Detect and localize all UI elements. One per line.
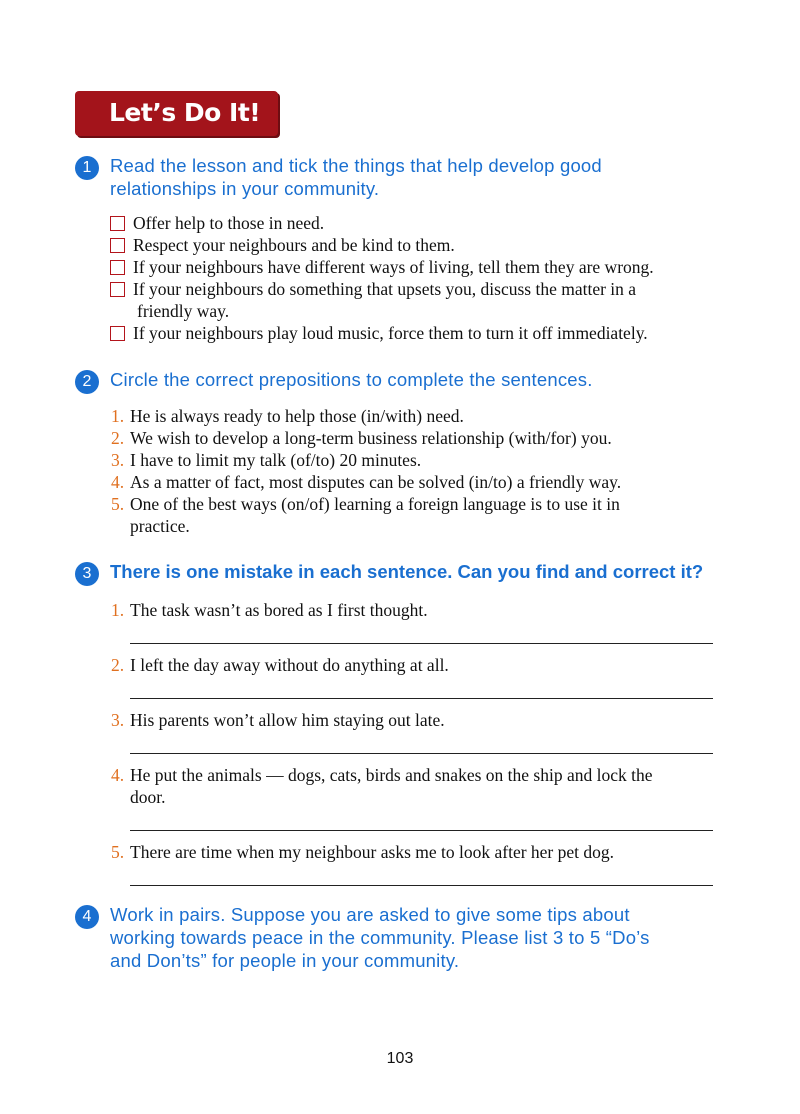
exercise-4-instruction (110, 903, 735, 972)
checklist-item-text-continued: friendly way. (137, 301, 230, 321)
checkbox[interactable] (110, 282, 125, 297)
list-item (108, 493, 735, 537)
sentence-text-continued: practice. (130, 516, 190, 536)
section-banner (75, 91, 278, 136)
list-item (108, 764, 735, 831)
exercise-4 (75, 903, 735, 972)
checklist-item[interactable] (108, 212, 735, 234)
answer-line[interactable] (130, 867, 713, 886)
list-item (108, 709, 735, 754)
checkbox[interactable] (110, 326, 125, 341)
answer-line[interactable] (130, 680, 713, 699)
sentence-text: There are time when my neighbour asks me to look after her pet dog. (130, 842, 615, 862)
checkbox[interactable] (110, 216, 125, 231)
list-item (108, 599, 735, 644)
item-number: 2. (111, 428, 125, 448)
list-item (108, 654, 735, 699)
checklist-item[interactable] (108, 234, 735, 256)
exercise-number-badge: 4 (75, 905, 99, 929)
item-number: 5. (111, 842, 125, 862)
exercise-1-instruction (110, 154, 735, 200)
sentence-text: One of the best ways (on/of) learning a foreign language is to use it in (130, 494, 620, 514)
exercise-4-heading (75, 903, 735, 972)
exercise-2-heading (75, 368, 735, 391)
instruction-line: Work in pairs. Suppose you are asked to give some tips about (110, 904, 630, 925)
item-number: 3. (111, 450, 125, 470)
exercise-1 (75, 154, 735, 344)
list-item (108, 449, 735, 471)
instruction-line: and Don’ts” for people in your community. (110, 950, 460, 971)
list-item (108, 471, 735, 493)
checklist-item-text: If your neighbours play loud music, force them to turn it off immediately. (133, 323, 648, 343)
exercise-number-badge: 3 (75, 562, 99, 586)
sentence-text: The task wasn’t as bored as I first thought. (130, 600, 428, 620)
page-number: 103 (386, 1050, 414, 1067)
exercise-2-instruction: Circle the correct prepositions to complete the sentences. (110, 369, 593, 390)
sentence-text: His parents won’t allow him staying out late. (130, 710, 445, 730)
sentence-text: I have to limit my talk (of/to) 20 minutes. (130, 450, 422, 470)
item-number: 1. (111, 406, 125, 426)
exercise-3 (75, 560, 735, 896)
checklist-item-text: Offer help to those in need. (133, 213, 325, 233)
sentence-text: I left the day away without do anything at all. (130, 655, 449, 675)
checklist (108, 212, 735, 344)
sentence-list (108, 405, 735, 537)
checklist-item[interactable] (108, 256, 735, 278)
exercise-2 (75, 368, 735, 537)
instruction-line: Read the lesson and tick the things that help develop good (110, 155, 602, 176)
sentence-text: We wish to develop a long-term business relationship (with/for) you. (130, 428, 612, 448)
exercise-3-heading (75, 560, 735, 583)
item-number: 4. (111, 472, 125, 492)
answer-line[interactable] (130, 812, 713, 831)
item-number: 5. (111, 494, 125, 514)
item-number: 3. (111, 710, 125, 730)
checklist-item[interactable] (108, 278, 735, 322)
list-item (108, 841, 735, 886)
item-number: 4. (111, 765, 125, 785)
checklist-item-text: Respect your neighbours and be kind to them. (133, 235, 455, 255)
checkbox[interactable] (110, 238, 125, 253)
answer-line[interactable] (130, 625, 713, 644)
exercise-1-heading (75, 154, 735, 200)
exercise-number-badge: 2 (75, 370, 99, 394)
list-item (108, 405, 735, 427)
sentence-text: As a matter of fact, most disputes can be solved (in/to) a friendly way. (130, 472, 622, 492)
sentence-text-continued: door. (130, 787, 166, 807)
instruction-line: working towards peace in the community. Please list 3 to 5 “Do’s (110, 927, 650, 948)
sentence-text: He put the animals — dogs, cats, birds and snakes on the ship and lock the (130, 765, 653, 785)
checklist-item-text: If your neighbours do something that upsets you, discuss the matter in a (133, 279, 637, 299)
checkbox[interactable] (110, 260, 125, 275)
list-item (108, 427, 735, 449)
correction-list (108, 599, 735, 886)
exercise-3-instruction: There is one mistake in each sentence. Can you find and correct it? (110, 561, 704, 582)
answer-line[interactable] (130, 735, 713, 754)
exercise-number-badge: 1 (75, 156, 99, 180)
instruction-line: relationships in your community. (110, 178, 380, 199)
item-number: 2. (111, 655, 125, 675)
checklist-item[interactable] (108, 322, 735, 344)
item-number: 1. (111, 600, 125, 620)
sentence-text: He is always ready to help those (in/with) need. (130, 406, 464, 426)
checklist-item-text: If your neighbours have different ways of living, tell them they are wrong. (133, 257, 654, 277)
banner-title: Let’s Do It! (109, 98, 261, 127)
